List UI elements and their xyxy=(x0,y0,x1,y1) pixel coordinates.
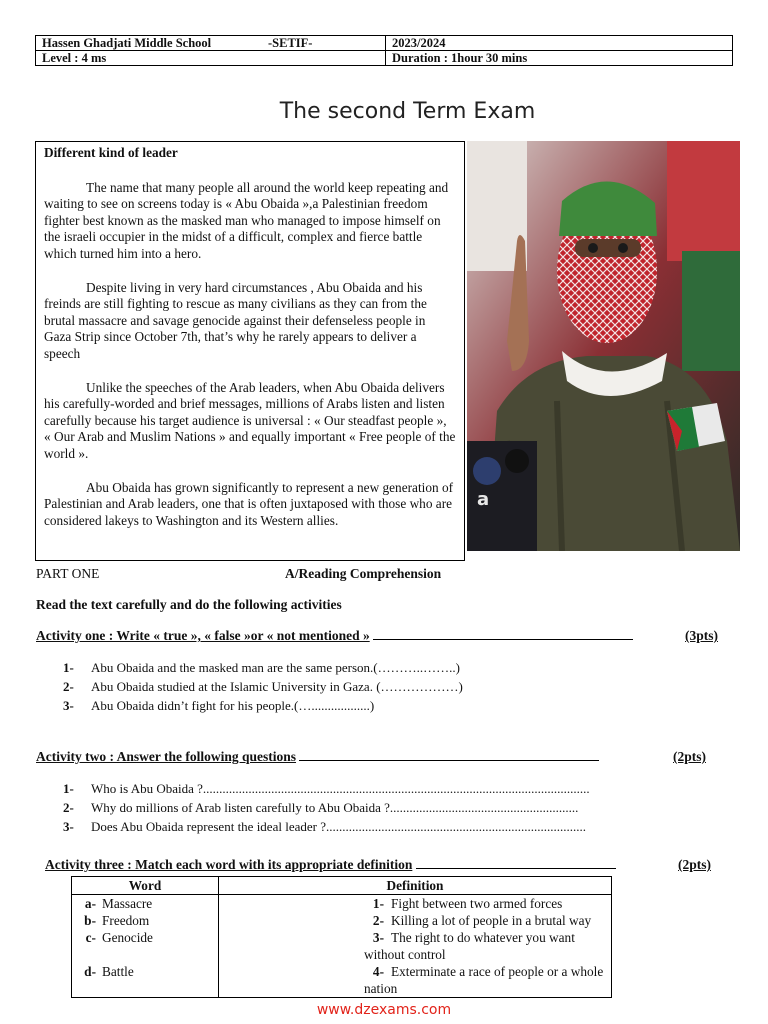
activity-one-points: (3pts) xyxy=(685,628,718,643)
definition-number: 4- xyxy=(372,964,384,979)
item-number: 1- xyxy=(63,781,74,796)
footer-watermark: www.dzexams.com xyxy=(316,1002,452,1018)
word-text: Freedom xyxy=(102,913,150,928)
text-heading: Different kind of leader xyxy=(44,145,178,160)
item-text: Who is Abu Obaida ?....................................................................................................................... xyxy=(91,781,590,796)
header-school-cell xyxy=(36,36,386,51)
definition-cell xyxy=(219,963,612,998)
word-text: Genocide xyxy=(102,930,153,945)
heading-underline xyxy=(373,638,633,640)
item-text: Why do millions of Arab listen carefully to Abu Obaida ?.......................................................... xyxy=(91,800,579,815)
word-letter: c- xyxy=(85,930,96,945)
text-paragraph-3: Unlike the speeches of the Arab leaders, when Abu Obaida delivers his carefully-worded and brief messages, millions of Arabs listen and listen carefully because his target audience is universal : « Our steadfast people », « Our Arab and Muslim Nations » and equally important « Free people of the world ». xyxy=(44,379,456,461)
word-cell xyxy=(72,929,219,963)
word-letter: a- xyxy=(84,896,96,911)
activity-three-points: (2pts) xyxy=(678,857,711,872)
text-paragraph-1: The name that many people all around the world keep repeating and waiting to see on screens today is « Abu Obaida »,a Palestinian freedom fighter best known as the masked man who managed to impose himself on the israeli occupier in the midst of a difficult, complex and fierce battle which turned him into a hero. xyxy=(44,179,449,261)
class-level: Level : 4 ms xyxy=(36,51,386,66)
school-year: 2023/2024 xyxy=(386,36,733,51)
exam-title: The second Term Exam xyxy=(279,99,536,124)
text-paragraph-4: Abu Obaida has grown significantly to represent a new generation of Palestinian and Arab leaders, one that is often juxtaposed with those who are considered lakeys to Washington and its Western allies. xyxy=(44,479,454,528)
text-paragraph-2: Despite living in very hard circumstances , Abu Obaida and his freinds are still fighting to rescue as many civilians as they can from the brutal massacre and savage genocide against their defenseless people in Gaza Strip since October 7th, that’s why he rarely appears to deliver a speech xyxy=(44,279,427,361)
activity-one-title: Activity one : Write « true », « false »or « not mentioned » xyxy=(36,628,370,643)
item-text: Abu Obaida didn’t fight for his people.(…..................) xyxy=(91,698,375,713)
activity-one-item-2 xyxy=(63,679,463,695)
item-text: Does Abu Obaida represent the ideal leader ?................................................................................ xyxy=(91,819,586,834)
item-text: Abu Obaida studied at the Islamic University in Gaza. (………………) xyxy=(91,679,463,694)
school-city: -SETIF- xyxy=(268,36,313,50)
definition-text: Exterminate a race of people or a whole nation xyxy=(364,964,604,996)
item-text: Abu Obaida and the masked man are the same person.(………..……..) xyxy=(91,660,460,675)
activity-one-heading xyxy=(36,628,718,644)
activity-one-item-1 xyxy=(63,660,460,676)
word-column-header: Word xyxy=(72,877,219,895)
definition-number: 3- xyxy=(372,930,384,945)
activity-one-item-3 xyxy=(63,698,374,714)
definition-text: Killing a lot of people in a brutal way xyxy=(391,913,592,928)
activity-two-item-3 xyxy=(63,819,586,835)
definition-number: 2- xyxy=(372,913,384,928)
definition-text: Fight between two armed forces xyxy=(391,896,563,911)
activity-three-heading xyxy=(45,857,711,873)
item-number: 3- xyxy=(63,819,74,834)
definition-column-header: Definition xyxy=(219,877,612,895)
item-number: 3- xyxy=(63,698,74,713)
part-label: PART ONE xyxy=(36,566,100,581)
word-text: Battle xyxy=(102,964,134,979)
word-cell xyxy=(72,895,219,913)
activity-two-heading xyxy=(36,749,706,765)
exam-header-table xyxy=(35,35,733,66)
instructions: Read the text carefully and do the following activities xyxy=(36,597,342,612)
item-number: 2- xyxy=(63,800,74,815)
heading-underline xyxy=(299,759,599,761)
definition-cell xyxy=(219,895,612,913)
definition-cell xyxy=(219,912,612,929)
definition-number: 1- xyxy=(372,896,384,911)
activity-two-item-1 xyxy=(63,781,590,797)
school-name: Hassen Ghadjati Middle School xyxy=(42,36,212,50)
item-number: 1- xyxy=(63,660,74,675)
activity-two-item-2 xyxy=(63,800,578,816)
masked-man-photo xyxy=(467,141,740,551)
definition-cell xyxy=(219,929,612,963)
activity-three-title: Activity three : Match each word with its appropriate definition xyxy=(45,857,413,872)
word-text: Massacre xyxy=(102,896,153,911)
word-letter: d- xyxy=(84,964,96,979)
exam-duration: Duration : 1hour 30 mins xyxy=(386,51,733,66)
activity-two-points: (2pts) xyxy=(673,749,706,764)
item-number: 2- xyxy=(63,679,74,694)
word-cell xyxy=(72,963,219,998)
svg-text:a: a xyxy=(477,489,490,510)
word-cell xyxy=(72,912,219,929)
word-letter: b- xyxy=(84,913,96,928)
matching-table xyxy=(71,876,612,998)
heading-underline xyxy=(416,867,616,869)
definition-text: The right to do whatever you want without control xyxy=(364,930,575,962)
section-label: A/Reading Comprehension xyxy=(285,566,442,581)
reading-text-box xyxy=(35,141,465,561)
activity-two-title: Activity two : Answer the following questions xyxy=(36,749,297,764)
